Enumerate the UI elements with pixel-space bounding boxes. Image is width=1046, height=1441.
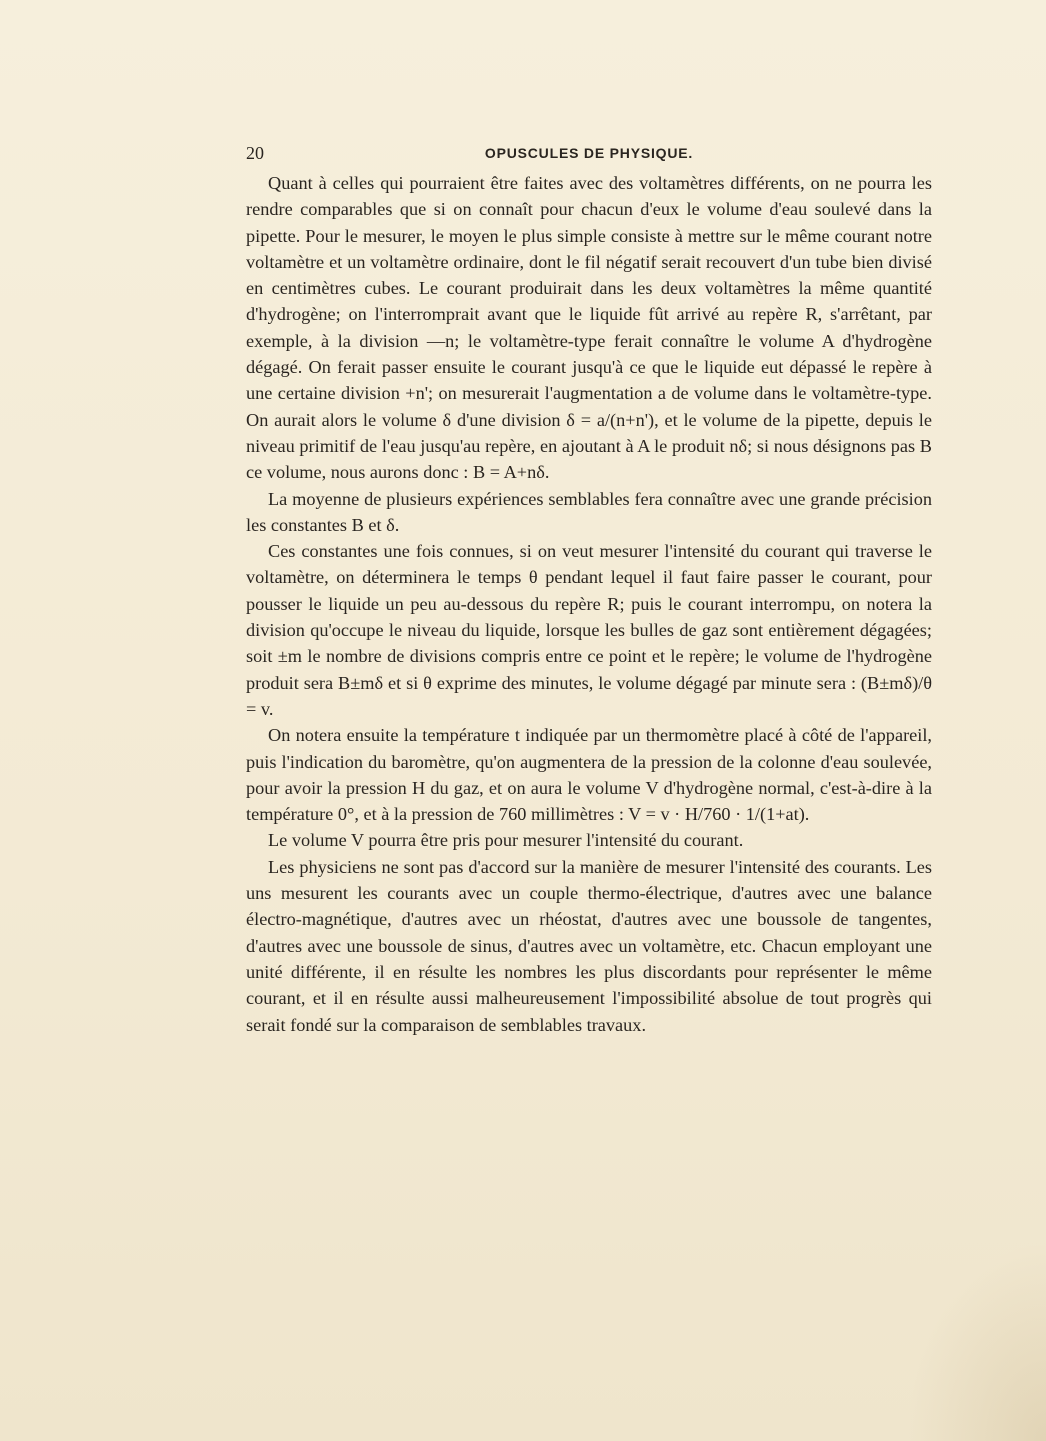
paragraph-volume-v: Le volume V pourra être pris pour mesurer l'intensité du courant. xyxy=(268,830,744,851)
page-number: 20 xyxy=(246,143,264,163)
body-text xyxy=(246,170,932,1038)
paragraph-temperature: On notera ensuite la température t indiquée par un thermomètre placé à côté de l'appareil, puis l'indication du baromètre, qu'on augmentera de la pression de la colonne d'eau soulevée, pour avoir la pression H du gaz, et on aura le volume V d'hydrogène normal, c'est-à-dire à la température 0°, et à la pression de 760 millimètres : V = v · H/760 · 1/(1+at). xyxy=(246,725,932,825)
running-title: OPUSCULES DE PHYSIQUE. xyxy=(484,145,694,161)
paragraph-measurement: Ces constantes une fois connues, si on veut mesurer l'intensité du courant qui traverse le voltamètre, on déterminera le temps θ pendant lequel il faut faire passer le courant, pour pousser le liquide un peu au-dessous du repère R; puis le courant interrompu, on notera la division qu'occupe le niveau du liquide, lorsque les bulles de gaz sont entièrement dégagées; soit ±m le nombre de divisions compris entre ce point et le repère; le volume de l'hydrogène produit sera B±mδ et si θ exprime des minutes, le volume dégagé par minute sera : (B±mδ)/θ = v. xyxy=(246,541,932,719)
paragraph-constants: La moyenne de plusieurs expériences semblables fera connaître avec une grande précision les constantes B et δ. xyxy=(246,488,932,535)
page-stain xyxy=(906,1241,1046,1441)
paragraph-physicists: Les physiciens ne sont pas d'accord sur la manière de mesurer l'intensité des courants. Les uns mesurent les courants avec un couple thermo-électrique, d'autres avec une balance électro-magnétique, d'autres avec un rhéostat, d'autres avec une boussole de tangentes, d'autres avec une boussole de sinus, d'autres avec un voltamètre, etc. Chacun employant une unité différente, il en résulte les nombres les plus discordants pour représenter le même courant, et il en résulte aussi malheureusement l'impossibilité absolue de tout progrès qui serait fondé sur la comparaison de semblables travaux. xyxy=(246,856,932,1035)
running-head xyxy=(246,143,932,165)
paragraph-calibration: Quant à celles qui pourraient être faites avec des voltamètres différents, on ne pourra les rendre comparables que si on connaît pour chacun d'eux le volume d'eau soulevé dans la pipette. Pour le mesurer, le moyen le plus simple consiste à mettre sur le même courant notre voltamètre et un voltamètre ordinaire, dont le fil négatif serait recouvert d'un tube bien divisé en centimètres cubes. Le courant produirait dans les deux voltamètres la même quantité d'hydrogène; on l'interromprait avant que le liquide fût arrivé au repère R, s'arrêtant, par exemple, à la division —n; le voltamètre-type ferait connaître le volume A d'hydrogène dégagé. On ferait passer ensuite le courant jusqu'à ce que le liquide eut dépassé le repère à une certaine division +n'; on mesurerait l'augmentation a de volume dans le voltamètre-type. On aurait alors le volume δ d'une division δ = a/(n+n'), et le volume de la pipette, depuis le niveau primitif de l'eau jusqu'au repère, en ajoutant à A le produit nδ; si nous désignons pas B ce volume, nous aurons donc : B = A+nδ. xyxy=(246,173,932,483)
